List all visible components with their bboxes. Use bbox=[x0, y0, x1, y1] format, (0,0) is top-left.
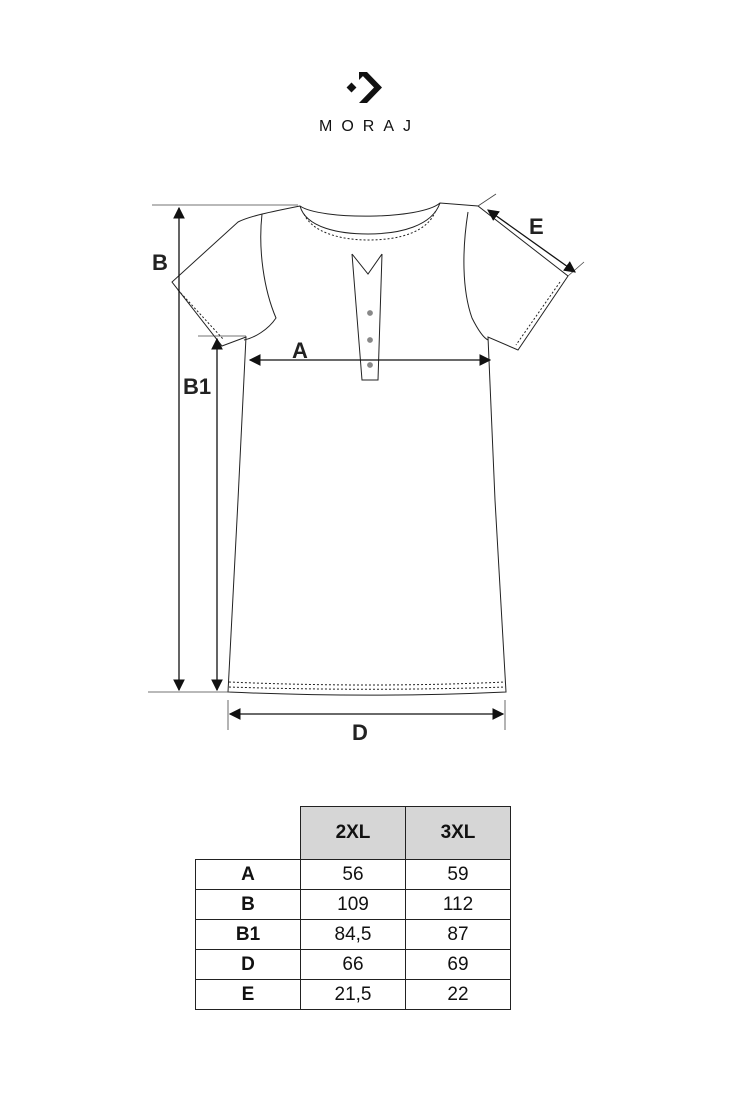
henley-tshirt-dress-icon bbox=[172, 203, 568, 695]
row-label: B1 bbox=[196, 920, 301, 950]
label-e: E bbox=[529, 214, 544, 239]
table-cell: 69 bbox=[406, 950, 511, 980]
table-cell: 56 bbox=[301, 860, 406, 890]
row-label: E bbox=[196, 980, 301, 1010]
table-row bbox=[196, 890, 511, 920]
table-cell: 109 bbox=[301, 890, 406, 920]
table-row bbox=[196, 980, 511, 1010]
table-cell: 22 bbox=[406, 980, 511, 1010]
label-b: B bbox=[152, 250, 168, 275]
column-header-3xl: 3XL bbox=[406, 807, 511, 860]
table-row bbox=[196, 950, 511, 980]
table-cell: 112 bbox=[406, 890, 511, 920]
label-b1: B1 bbox=[183, 374, 212, 399]
column-header-2xl: 2XL bbox=[301, 807, 406, 860]
size-table bbox=[195, 806, 511, 1010]
table-cell: 59 bbox=[406, 860, 511, 890]
row-label: B bbox=[196, 890, 301, 920]
table-row bbox=[196, 860, 511, 890]
table-cell: 87 bbox=[406, 920, 511, 950]
table-cell: 84,5 bbox=[301, 920, 406, 950]
brand-name: MORAJ bbox=[319, 118, 420, 135]
table-row bbox=[196, 920, 511, 950]
label-a: A bbox=[292, 338, 308, 363]
table-cell: 66 bbox=[301, 950, 406, 980]
dimension-arrows bbox=[179, 208, 575, 714]
label-d: D bbox=[352, 720, 368, 745]
table-corner-cell bbox=[196, 807, 301, 860]
table-cell: 21,5 bbox=[301, 980, 406, 1010]
row-label: D bbox=[196, 950, 301, 980]
table-header-row bbox=[196, 807, 511, 860]
row-label: A bbox=[196, 860, 301, 890]
guide-lines bbox=[148, 194, 584, 730]
